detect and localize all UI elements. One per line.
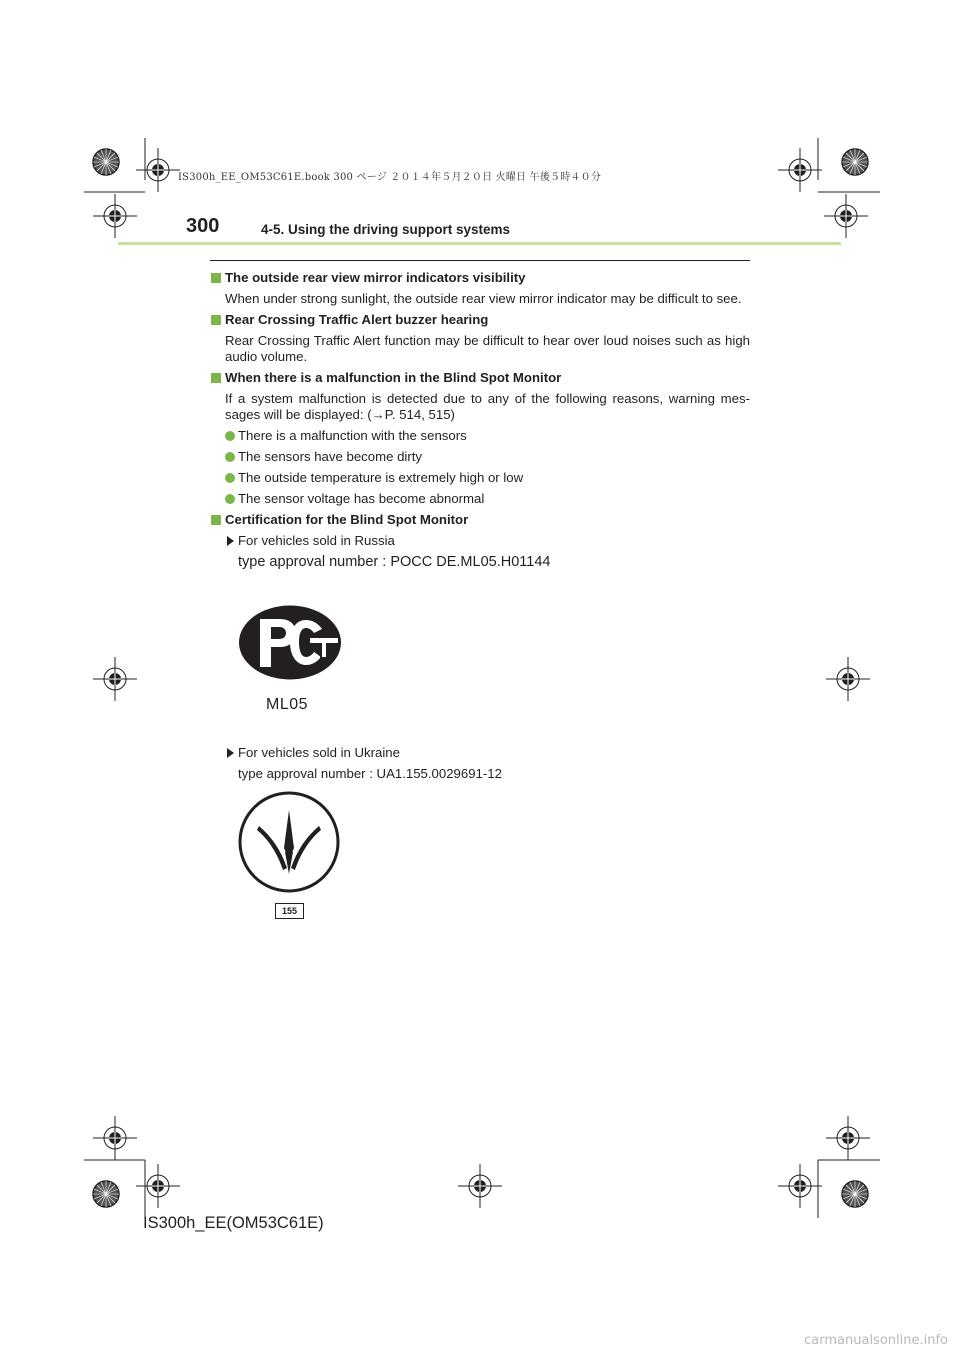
header-rule xyxy=(118,242,841,245)
triangle-arrow-icon xyxy=(227,748,234,758)
item-text: When under strong sunlight, the outside rear view mirror indicator may be difficult to see. xyxy=(225,291,742,306)
triangle-arrow-icon xyxy=(227,536,234,546)
square-bullet-icon xyxy=(211,273,221,283)
content-rule xyxy=(210,260,750,261)
ukraine-conformity-logo xyxy=(237,790,341,894)
certification-label-russia: For vehicles sold in Russia xyxy=(210,533,750,549)
ua-mark-code: 155 xyxy=(275,903,304,919)
item-text: Rear Crossing Traffic Alert function may be difficult to hear over loud noises such as high audio volume. xyxy=(225,333,750,364)
list-item: The outside temperature is extremely high or low xyxy=(210,470,750,486)
section-title: 4-5. Using the driving support systems xyxy=(261,222,511,237)
square-bullet-icon xyxy=(211,373,221,383)
square-bullet-icon xyxy=(211,515,221,525)
content-ukraine xyxy=(210,740,750,782)
circle-bullet-icon xyxy=(225,494,235,504)
print-header: IS300h_EE_OM53C61E.book 300 ページ ２０１４年５月２０日 火曜日 午後５時４０分 xyxy=(178,172,602,183)
square-bullet-icon xyxy=(211,315,221,325)
pct-certification-logo xyxy=(238,605,342,680)
item-heading: Rear Crossing Traffic Alert buzzer hearing xyxy=(210,312,750,328)
item-heading: Certification for the Blind Spot Monitor xyxy=(210,512,750,528)
list-item: The sensors have become dirty xyxy=(210,449,750,465)
content xyxy=(210,268,750,570)
circle-bullet-icon xyxy=(225,452,235,462)
item-text: If a system malfunction is detected due to any of the following reasons, warning mes-sages will be displayed: (→P. 514, 515) xyxy=(225,391,750,422)
circle-bullet-icon xyxy=(225,473,235,483)
list-item: There is a malfunction with the sensors xyxy=(210,428,750,444)
item-heading: When there is a malfunction in the Blind Spot Monitor xyxy=(210,370,750,386)
certification-label-ukraine: For vehicles sold in Ukraine xyxy=(210,745,750,761)
watermark: carmanualsonline.info xyxy=(804,1333,948,1348)
circle-bullet-icon xyxy=(225,431,235,441)
ml05-mark-code: ML05 xyxy=(266,696,309,713)
approval-number-ukraine: type approval number : UA1.155.0029691-12 xyxy=(238,766,502,781)
item-heading: The outside rear view mirror indicators visibility xyxy=(210,270,750,286)
approval-number-russia: type approval number : POCC DE.ML05.H01144 xyxy=(238,554,551,570)
footer-code: IS300h_EE(OM53C61E) xyxy=(143,1214,324,1232)
page-number: 300 xyxy=(186,215,220,237)
list-item: The sensor voltage has become abnormal xyxy=(210,491,750,507)
